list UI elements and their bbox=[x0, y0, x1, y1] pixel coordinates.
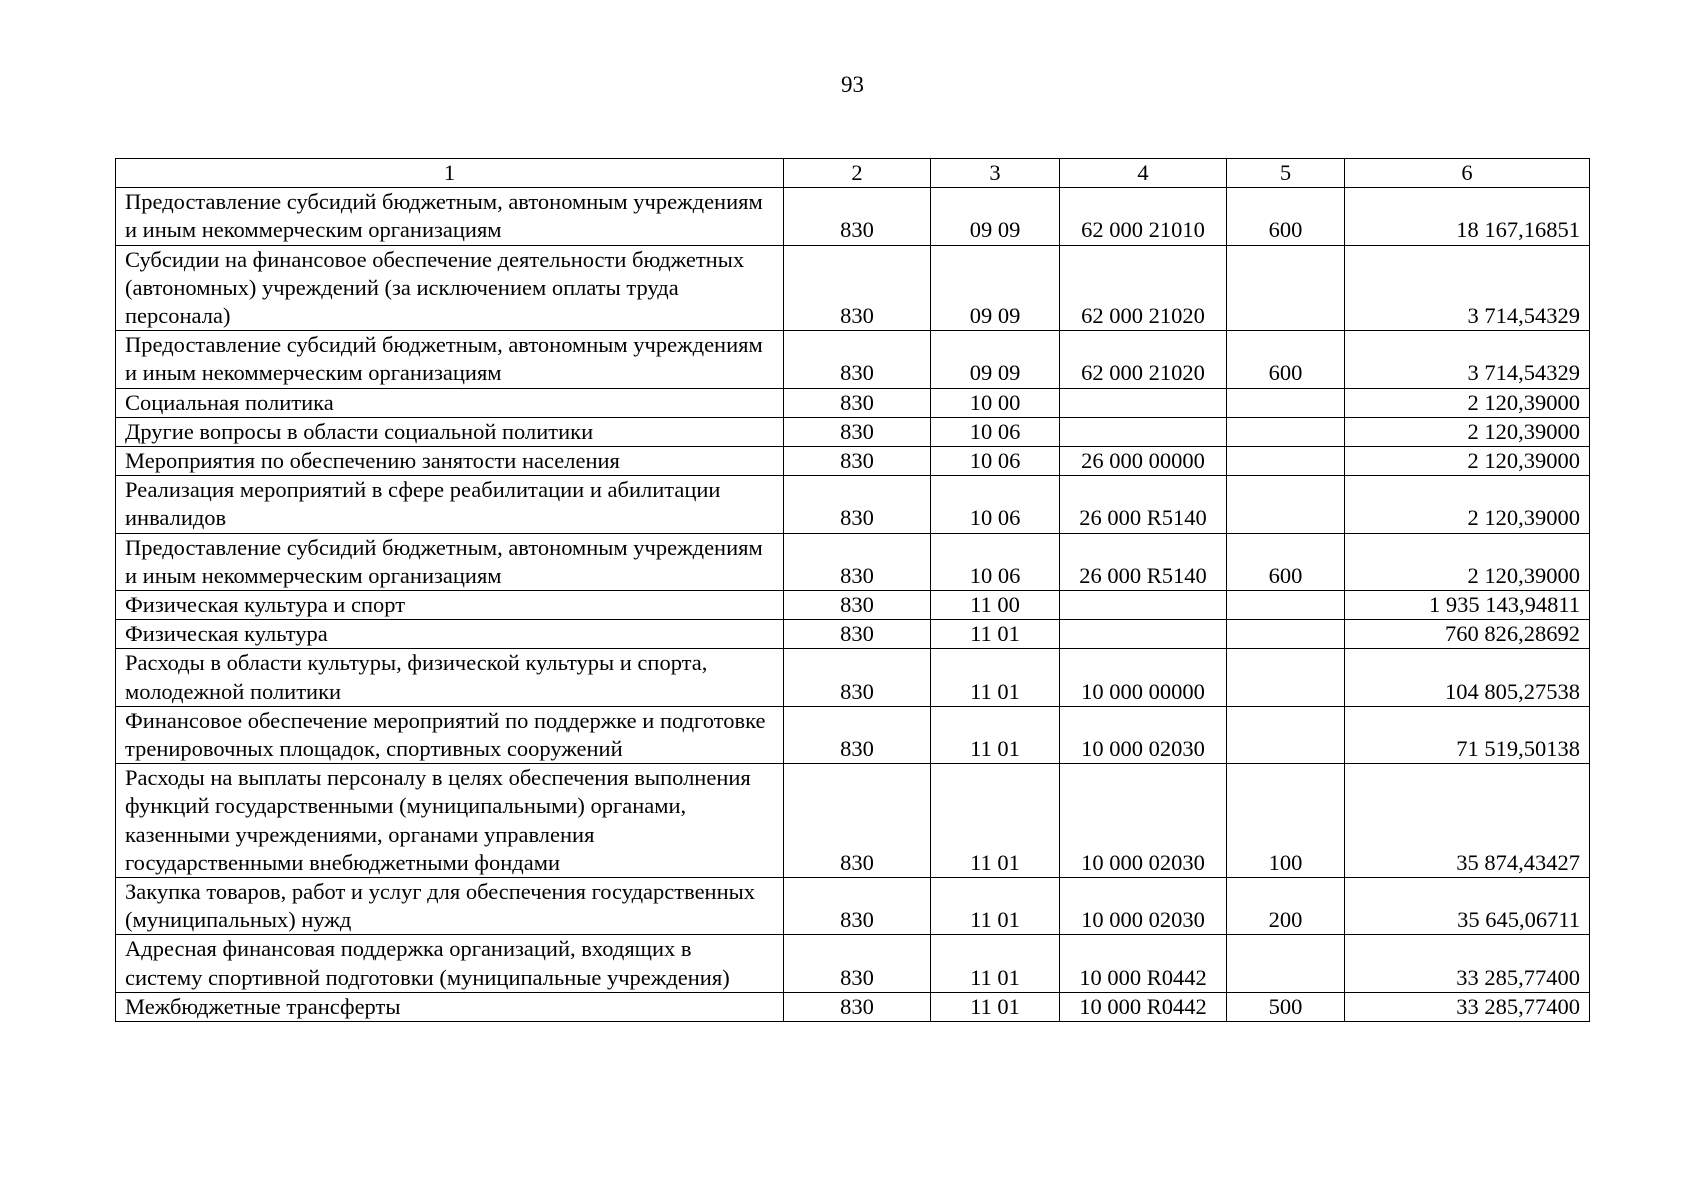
table-row bbox=[116, 992, 1590, 1021]
amount-cell: 3 714,54329 bbox=[1345, 331, 1590, 388]
target-article-cell: 10 000 R0442 bbox=[1060, 992, 1227, 1021]
target-article-cell: 26 000 00000 bbox=[1060, 447, 1227, 476]
row-name-cell: Расходы в области культуры, физической культуры и спорта, молодежной политики bbox=[116, 649, 784, 706]
ved-code-cell: 830 bbox=[784, 992, 931, 1021]
table-row bbox=[116, 188, 1590, 245]
amount-cell: 35 874,43427 bbox=[1345, 764, 1590, 878]
table-row bbox=[116, 417, 1590, 446]
ved-code-cell: 830 bbox=[784, 649, 931, 706]
column-header: 5 bbox=[1227, 159, 1345, 188]
row-name-cell: Социальная политика bbox=[116, 388, 784, 417]
ved-code-cell: 830 bbox=[784, 447, 931, 476]
section-code-cell: 11 01 bbox=[931, 992, 1060, 1021]
table-header-row bbox=[116, 159, 1590, 188]
section-code-cell: 11 01 bbox=[931, 935, 1060, 992]
section-code-cell: 11 01 bbox=[931, 878, 1060, 935]
ved-code-cell: 830 bbox=[784, 533, 931, 590]
row-name-cell: Другие вопросы в области социальной политики bbox=[116, 417, 784, 446]
table-row bbox=[116, 591, 1590, 620]
expense-type-cell bbox=[1227, 591, 1345, 620]
table-row bbox=[116, 245, 1590, 331]
column-header: 3 bbox=[931, 159, 1060, 188]
table-row bbox=[116, 388, 1590, 417]
target-article-cell: 26 000 R5140 bbox=[1060, 476, 1227, 533]
row-name-cell: Адресная финансовая поддержка организаций, входящих в систему спортивной подготовки (муниципальные учреждения) bbox=[116, 935, 784, 992]
table-row bbox=[116, 935, 1590, 992]
section-code-cell: 10 00 bbox=[931, 388, 1060, 417]
ved-code-cell: 830 bbox=[784, 591, 931, 620]
column-header: 6 bbox=[1345, 159, 1590, 188]
table-row bbox=[116, 878, 1590, 935]
target-article-cell: 62 000 21020 bbox=[1060, 245, 1227, 331]
table-row bbox=[116, 476, 1590, 533]
table-row bbox=[116, 620, 1590, 649]
target-article-cell: 10 000 02030 bbox=[1060, 764, 1227, 878]
expense-type-cell: 600 bbox=[1227, 331, 1345, 388]
amount-cell: 2 120,39000 bbox=[1345, 533, 1590, 590]
row-name-cell: Закупка товаров, работ и услуг для обеспечения государственных (муниципальных) нужд bbox=[116, 878, 784, 935]
ved-code-cell: 830 bbox=[784, 935, 931, 992]
row-name-cell: Физическая культура и спорт bbox=[116, 591, 784, 620]
ved-code-cell: 830 bbox=[784, 764, 931, 878]
table-row bbox=[116, 649, 1590, 706]
expense-type-cell: 600 bbox=[1227, 188, 1345, 245]
row-name-cell: Межбюджетные трансферты bbox=[116, 992, 784, 1021]
expense-type-cell bbox=[1227, 447, 1345, 476]
section-code-cell: 09 09 bbox=[931, 331, 1060, 388]
target-article-cell: 62 000 21010 bbox=[1060, 188, 1227, 245]
ved-code-cell: 830 bbox=[784, 245, 931, 331]
section-code-cell: 11 01 bbox=[931, 706, 1060, 763]
ved-code-cell: 830 bbox=[784, 388, 931, 417]
expense-type-cell bbox=[1227, 417, 1345, 446]
ved-code-cell: 830 bbox=[784, 476, 931, 533]
target-article-cell: 10 000 02030 bbox=[1060, 878, 1227, 935]
amount-cell: 35 645,06711 bbox=[1345, 878, 1590, 935]
amount-cell: 2 120,39000 bbox=[1345, 476, 1590, 533]
target-article-cell: 10 000 02030 bbox=[1060, 706, 1227, 763]
row-name-cell: Предоставление субсидий бюджетным, автономным учреждениям и иным некоммерческим организациям bbox=[116, 188, 784, 245]
section-code-cell: 10 06 bbox=[931, 447, 1060, 476]
ved-code-cell: 830 bbox=[784, 417, 931, 446]
ved-code-cell: 830 bbox=[784, 620, 931, 649]
expense-type-cell: 500 bbox=[1227, 992, 1345, 1021]
section-code-cell: 11 01 bbox=[931, 649, 1060, 706]
table-row bbox=[116, 706, 1590, 763]
row-name-cell: Расходы на выплаты персоналу в целях обеспечения выполнения функций государственными (муниципальными) органами, казенными учреждениями, органами управления государственными внебюджетными фондами bbox=[116, 764, 784, 878]
table-body bbox=[116, 188, 1590, 1022]
target-article-cell bbox=[1060, 620, 1227, 649]
row-name-cell: Предоставление субсидий бюджетным, автономным учреждениям и иным некоммерческим организациям bbox=[116, 331, 784, 388]
ved-code-cell: 830 bbox=[784, 706, 931, 763]
column-header: 4 bbox=[1060, 159, 1227, 188]
section-code-cell: 11 01 bbox=[931, 620, 1060, 649]
amount-cell: 760 826,28692 bbox=[1345, 620, 1590, 649]
section-code-cell: 09 09 bbox=[931, 188, 1060, 245]
column-header: 2 bbox=[784, 159, 931, 188]
row-name-cell: Физическая культура bbox=[116, 620, 784, 649]
section-code-cell: 11 00 bbox=[931, 591, 1060, 620]
table-row bbox=[116, 764, 1590, 878]
expense-type-cell bbox=[1227, 649, 1345, 706]
budget-table bbox=[115, 158, 1590, 1022]
amount-cell: 1 935 143,94811 bbox=[1345, 591, 1590, 620]
amount-cell: 33 285,77400 bbox=[1345, 992, 1590, 1021]
expense-type-cell bbox=[1227, 476, 1345, 533]
row-name-cell: Предоставление субсидий бюджетным, автономным учреждениям и иным некоммерческим организациям bbox=[116, 533, 784, 590]
amount-cell: 104 805,27538 bbox=[1345, 649, 1590, 706]
table-row bbox=[116, 447, 1590, 476]
expense-type-cell: 600 bbox=[1227, 533, 1345, 590]
ved-code-cell: 830 bbox=[784, 878, 931, 935]
row-name-cell: Финансовое обеспечение мероприятий по поддержке и подготовке тренировочных площадок, спортивных сооружений bbox=[116, 706, 784, 763]
target-article-cell bbox=[1060, 388, 1227, 417]
page-number: 93 bbox=[841, 72, 864, 97]
amount-cell: 3 714,54329 bbox=[1345, 245, 1590, 331]
expense-type-cell bbox=[1227, 388, 1345, 417]
section-code-cell: 10 06 bbox=[931, 417, 1060, 446]
row-name-cell: Мероприятия по обеспечению занятости населения bbox=[116, 447, 784, 476]
section-code-cell: 09 09 bbox=[931, 245, 1060, 331]
target-article-cell bbox=[1060, 417, 1227, 446]
table-row bbox=[116, 533, 1590, 590]
amount-cell: 2 120,39000 bbox=[1345, 388, 1590, 417]
expense-type-cell bbox=[1227, 706, 1345, 763]
table-row bbox=[116, 331, 1590, 388]
amount-cell: 33 285,77400 bbox=[1345, 935, 1590, 992]
row-name-cell: Реализация мероприятий в сфере реабилитации и абилитации инвалидов bbox=[116, 476, 784, 533]
expense-type-cell: 200 bbox=[1227, 878, 1345, 935]
expense-type-cell bbox=[1227, 935, 1345, 992]
amount-cell: 18 167,16851 bbox=[1345, 188, 1590, 245]
target-article-cell: 10 000 R0442 bbox=[1060, 935, 1227, 992]
amount-cell: 2 120,39000 bbox=[1345, 417, 1590, 446]
section-code-cell: 11 01 bbox=[931, 764, 1060, 878]
amount-cell: 71 519,50138 bbox=[1345, 706, 1590, 763]
ved-code-cell: 830 bbox=[784, 331, 931, 388]
target-article-cell: 62 000 21020 bbox=[1060, 331, 1227, 388]
ved-code-cell: 830 bbox=[784, 188, 931, 245]
target-article-cell: 10 000 00000 bbox=[1060, 649, 1227, 706]
section-code-cell: 10 06 bbox=[931, 476, 1060, 533]
expense-type-cell bbox=[1227, 620, 1345, 649]
expense-type-cell: 100 bbox=[1227, 764, 1345, 878]
amount-cell: 2 120,39000 bbox=[1345, 447, 1590, 476]
row-name-cell: Субсидии на финансовое обеспечение деятельности бюджетных (автономных) учреждений (за исключением оплаты труда персонала) bbox=[116, 245, 784, 331]
target-article-cell bbox=[1060, 591, 1227, 620]
target-article-cell: 26 000 R5140 bbox=[1060, 533, 1227, 590]
column-header: 1 bbox=[116, 159, 784, 188]
section-code-cell: 10 06 bbox=[931, 533, 1060, 590]
expense-type-cell bbox=[1227, 245, 1345, 331]
